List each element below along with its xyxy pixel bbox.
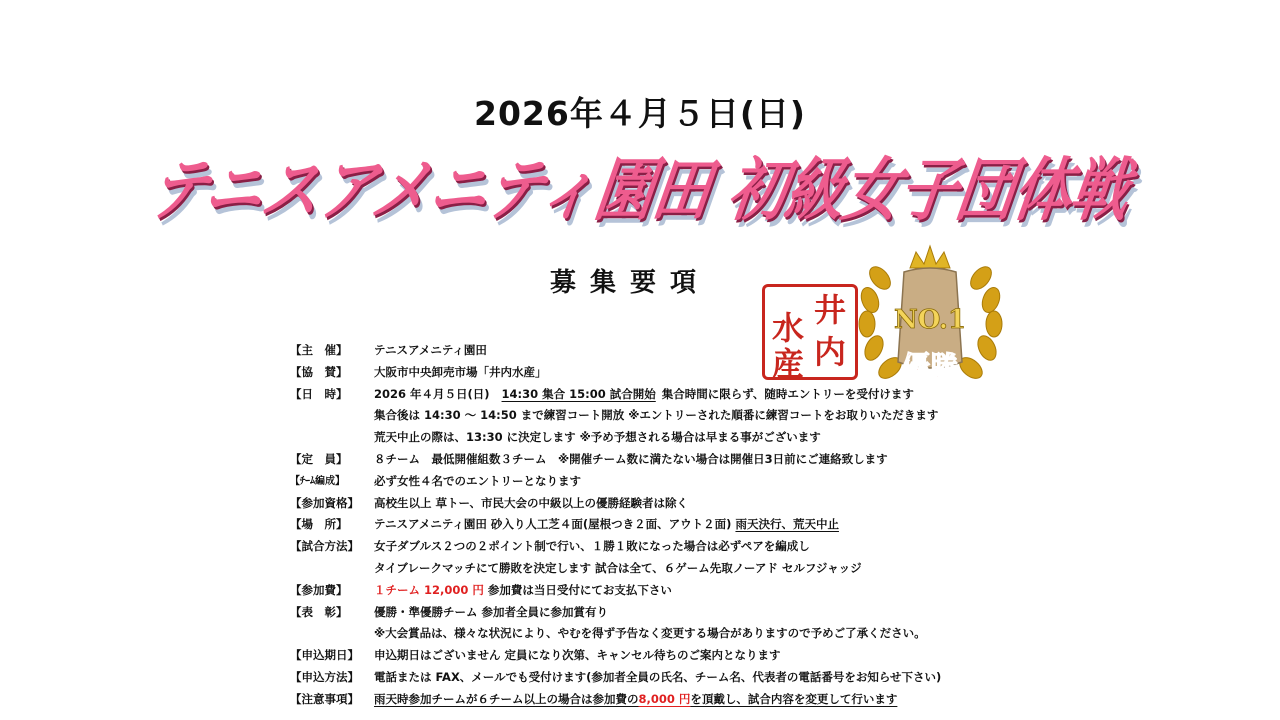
value-award-note: ※大会賞品は、様々な状況により、やむを得ず予告なく変更する場合がありますので予めご了承ください。 [374, 626, 926, 641]
row-method-tiebreak [290, 558, 1010, 580]
value-fee-amount: １チーム 12,000 円 [374, 582, 484, 597]
row-team [290, 471, 1010, 493]
stamp-char: 産 [771, 345, 804, 383]
value-datetime-practice: 集合後は 14:30 ～ 14:50 まで練習コート開放 ※エントリーされた順番に練習コートをお取りいただきます [374, 408, 939, 423]
label-place: 【場 所】 [290, 517, 348, 532]
label-fee: 【参加費】 [290, 582, 348, 597]
row-fee [290, 580, 1010, 602]
value-fee-note: 参加費は当日受付にてお支払下さい [487, 582, 672, 597]
label-team: 【ﾁｰﾑ編成】 [290, 475, 345, 487]
medal-win-text: 優勝 [901, 350, 959, 383]
event-date: 2026年４月５日(日) [473, 94, 806, 133]
value-datetime-time: 14:30 集合 15:00 試合開始 [501, 386, 656, 401]
row-deadline [290, 645, 1010, 667]
row-notes [290, 689, 1010, 711]
label-capacity: 【定 員】 [290, 451, 348, 466]
value-method-tiebreak: タイブレークマッチにて勝敗を決定します 試合は全て、６ゲーム先取ノーアド セルフジャッジ [374, 560, 862, 575]
row-datetime [290, 384, 1010, 406]
medal-no1-text: NO.1 [893, 305, 967, 335]
value-deadline: 申込期日はございません 定員になり次第、キャンセル待ちのご案内となります [374, 648, 781, 663]
value-datetime-note: 集合時間に限らず、随時エントリーを受付けます [661, 386, 914, 401]
row-capacity [290, 449, 1010, 471]
stamp-char: 内 [813, 333, 846, 371]
label-method: 【試合方法】 [290, 539, 359, 554]
row-apply [290, 667, 1010, 689]
value-sponsor: 大阪市中央卸売市場「井内水産」 [374, 364, 547, 379]
stamp-char: 井 [813, 291, 846, 329]
row-datetime-practice [290, 405, 1010, 427]
value-datetime-cancel: 荒天中止の際は、13:30 に決定します ※予め予想される場合は早まる事がございます [374, 430, 821, 445]
value-datetime-date: 2026 年４月５日(日) [374, 386, 490, 401]
value-notes-a: 雨天時参加チームが６チーム以上の場合は参加費の [374, 691, 639, 706]
value-team: 必ず女性４名でのエントリーとなります [374, 473, 581, 488]
row-award-note [290, 623, 1010, 645]
value-place-rain: 雨天決行、荒天中止 [735, 517, 839, 532]
label-deadline: 【申込期日】 [290, 648, 359, 663]
stamp-char: 水 [771, 309, 804, 347]
value-host: テニスアメニティ園田 [374, 343, 487, 357]
label-host: 【主 催】 [290, 343, 348, 357]
title-banner [0, 142, 1280, 231]
value-award: 優勝・準優勝チーム 参加者全員に参加賞有り [374, 604, 609, 619]
label-notes: 【注意事項】 [290, 691, 359, 706]
row-sponsor [290, 362, 1010, 384]
value-method: 女子ダブルス２つの２ポイント制で行い、１勝１敗になった場合は必ずペアを編成し [374, 539, 810, 554]
value-qualification: 高校生以上 草トー、市民大会の中級以上の優勝経験者は除く [374, 495, 689, 510]
label-datetime: 【日 時】 [290, 386, 348, 401]
value-apply: 電話または FAX、メールでも受付けます(参加者全員の氏名、チーム名、代表者の電話番号をお知らせ下さい) [374, 669, 942, 684]
value-place: テニスアメニティ園田 砂入り人工芝４面(屋根つき２面、アウト２面) [374, 517, 732, 532]
value-capacity: ８チーム 最低開催組数３チーム ※開催チーム数に満たない場合は開催日3日前にご連絡致します [374, 451, 888, 466]
value-notes-b: を頂戴し、試合内容を変更して行います [690, 691, 898, 706]
page-subtitle: 募集要項 [550, 268, 711, 298]
row-qualification [290, 493, 1010, 515]
label-award: 【表 彰】 [290, 604, 348, 619]
row-award [290, 602, 1010, 624]
row-datetime-cancel [290, 427, 1010, 449]
row-host [290, 340, 1010, 362]
label-apply: 【申込方法】 [290, 669, 359, 684]
label-sponsor: 【協 賛】 [290, 364, 348, 379]
value-notes-amount: 8,000 円 [638, 691, 691, 706]
event-details [290, 340, 1010, 711]
label-qualification: 【参加資格】 [290, 495, 359, 510]
event-title: テニスアメニティ園田 初級女子団体戦 [144, 149, 1134, 231]
row-method [290, 536, 1010, 558]
row-place [290, 514, 1010, 536]
